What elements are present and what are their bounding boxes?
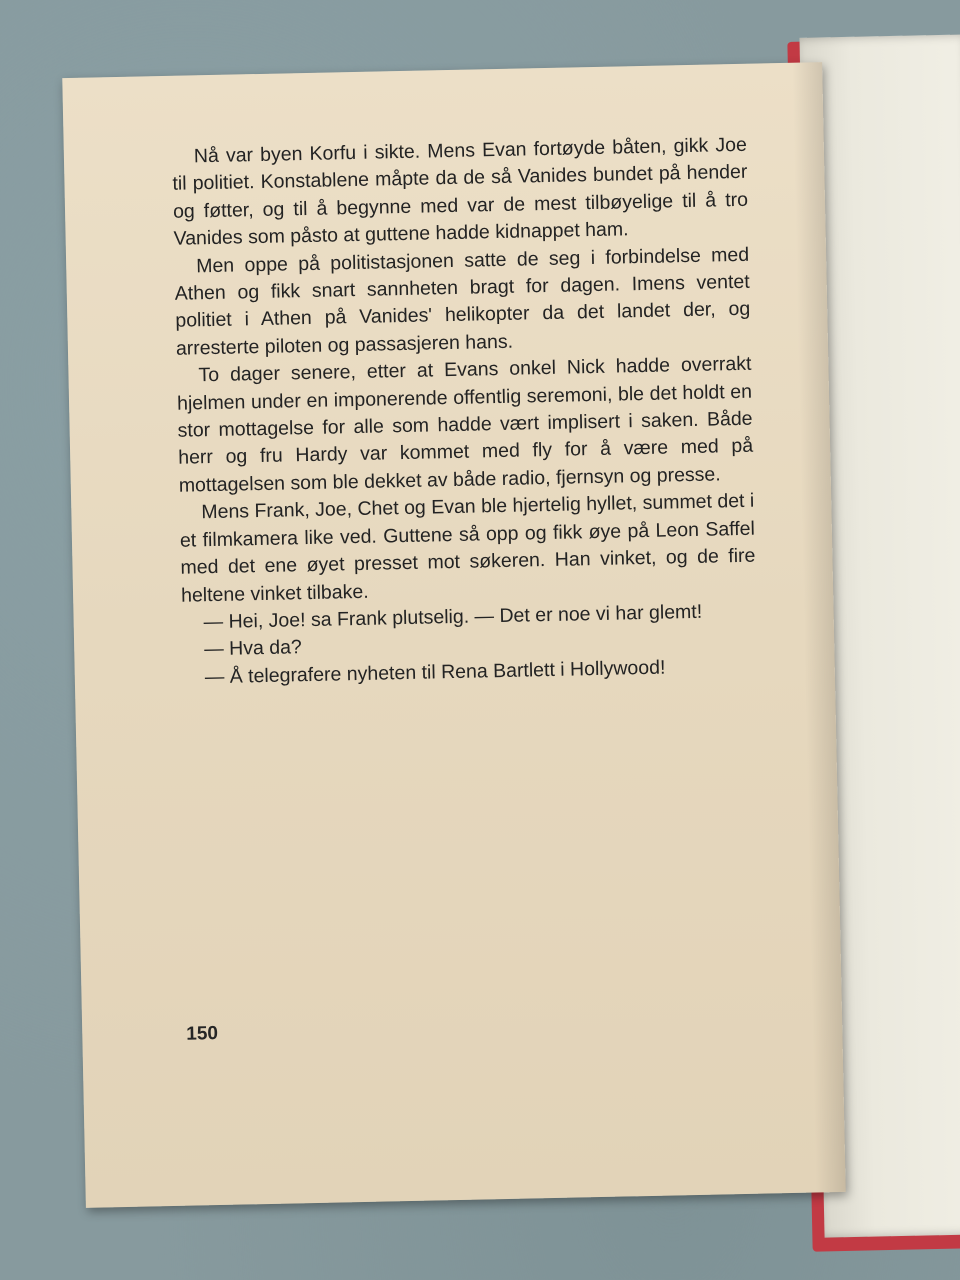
page-number: 150 (186, 1023, 219, 1045)
dialogue-line-2: — Hva da? (204, 636, 303, 661)
paragraph-1: Nå var byen Korfu i sikte. Mens Evan fortøyde båten, gikk Joe til politiet. Konstablene måpte da de så Vanides bundet på hender og føtter, og til å begynne med var de mest tilbøyelige til å tro Vanides som påsto at guttene hadde kidnappet ham. (172, 133, 749, 251)
paragraph-2: Men oppe på politistasjonen satte de seg i forbindelse med Athen og fikk snart sannheten bragt for dagen. Imens ventet politiet i Athen på Vanides' helikopter da det landet der, og arresterte piloten og passasjeren hans. (174, 243, 751, 360)
paragraph-4: Mens Frank, Joe, Chet og Evan ble hjertelig hyllet, summet det i et filmkamera like ved. Guttene så opp og fikk øye på Leon Saffel med det ene øyet presset mot søkeren. Han vinket, og de fire heltene vinket tilbake. (179, 489, 756, 607)
dialogue-line-1: — Hei, Joe! sa Frank plutselig. — Det er noe vi har glemt! (203, 600, 703, 634)
dialogue-line-3: — Å telegrafere nyheten til Rena Bartlett i Hollywood! (204, 656, 666, 688)
paragraph-3: To dager senere, etter at Evans onkel Nick hadde overrakt hjelmen under en imponerende offentlig seremoni, ble det holdt en stor mottagelse for alle som hadde vært implisert i saken. Både herr og fru Hardy var kommet med fly for å være med på mottagelsen som ble dekket av både radio, fjernsyn og presse. (176, 352, 754, 497)
page-text (172, 132, 758, 692)
book-page (62, 62, 845, 1208)
